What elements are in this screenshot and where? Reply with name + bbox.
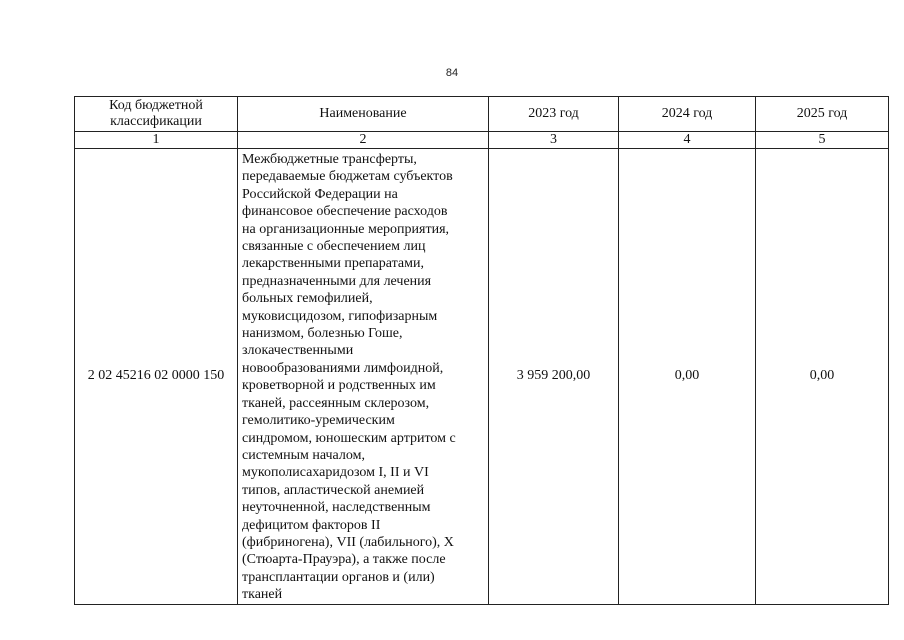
table-row	[75, 149, 889, 605]
item-name-line: финансовое обеспечение расходов	[242, 204, 448, 220]
table-header-row	[75, 97, 889, 132]
item-name-line: нанизмом, болезнью Гоше,	[242, 326, 403, 342]
item-name-line: (фибриногена), VII (лабильного), X	[242, 534, 454, 550]
budget-table	[74, 96, 889, 605]
header-2024: 2024 год	[619, 97, 756, 132]
budget-code-cell: 2 02 45216 02 0000 150	[75, 149, 238, 605]
item-name-line: лекарственными препаратами,	[242, 256, 424, 272]
item-name-line: (Стюарта-Прауэра), а также после	[242, 552, 446, 568]
item-name-line: муковисцидозом, гипофизарным	[242, 308, 438, 324]
column-number: 2	[238, 132, 489, 149]
item-name-line: гемолитико-уремическим	[242, 413, 395, 429]
column-number: 4	[619, 132, 756, 149]
item-name-line: Российской Федерации на	[242, 186, 398, 202]
header-name: Наименование	[238, 97, 489, 132]
amount-2023-cell: 3 959 200,00	[489, 149, 619, 605]
item-name-line: передаваемые бюджетам субъектов	[242, 169, 453, 185]
header-code: Код бюджетной классификации	[75, 97, 238, 132]
item-name-line: дефицитом факторов II	[242, 517, 381, 533]
item-name-line: злокачественными	[242, 343, 354, 359]
item-name-line: кроветворной и родственных им	[242, 378, 436, 394]
column-number: 1	[75, 132, 238, 149]
item-name-line: типов, апластической анемией	[242, 482, 425, 498]
header-2023: 2023 год	[489, 97, 619, 132]
item-name-line: неуточненной, наследственным	[242, 500, 431, 516]
item-name-line: на организационные мероприятия,	[242, 221, 450, 237]
item-name-line: системным началом,	[242, 447, 365, 463]
item-name-line: синдромом, юношеским артритом с	[242, 430, 456, 446]
item-name-line: мукополисахаридозом I, II и VI	[242, 465, 429, 481]
page-number: 84	[445, 67, 459, 79]
amount-2025-cell: 0,00	[756, 149, 889, 605]
item-name-line: больных гемофилией,	[242, 291, 373, 307]
item-name-line: тканей, рассеянным склерозом,	[242, 395, 430, 411]
column-number-row	[75, 132, 889, 149]
item-name-line: тканей	[242, 587, 283, 603]
amount-2024-cell: 0,00	[619, 149, 756, 605]
item-name-line: связанные с обеспечением лиц	[242, 239, 426, 255]
column-number: 3	[489, 132, 619, 149]
item-name-line: трансплантации органов и (или)	[242, 569, 435, 585]
column-number: 5	[756, 132, 889, 149]
item-name-line: Межбюджетные трансферты,	[242, 152, 417, 167]
item-name-line: новообразованиями лимфоидной,	[242, 360, 444, 376]
item-name-line: предназначенными для лечения	[242, 273, 432, 289]
header-2025: 2025 год	[756, 97, 889, 132]
item-name-cell	[238, 149, 489, 605]
